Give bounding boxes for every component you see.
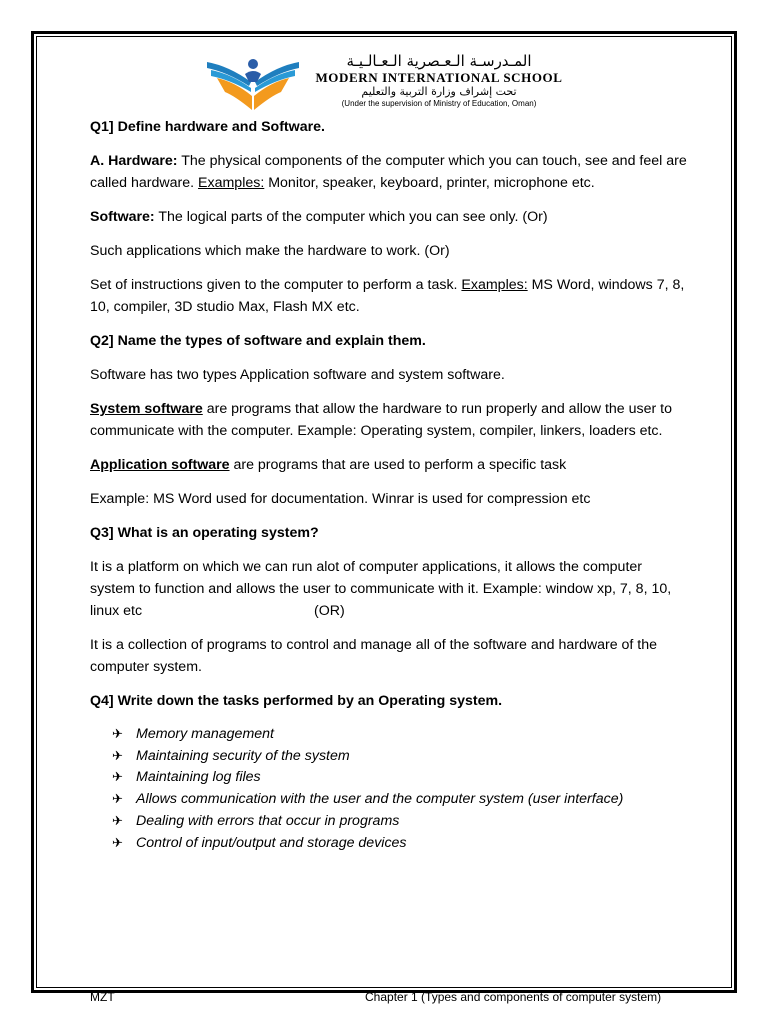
arrow-bullet-icon: ✈ [112, 792, 123, 808]
hardware-label: A. Hardware: [90, 153, 178, 169]
q1-software-definition [90, 206, 690, 228]
q2-application-example: Example: MS Word used for documentation. Winrar is used for compression etc [90, 491, 591, 507]
list-item: ✈ Control of input/output and storage devices [112, 833, 690, 855]
list-item: ✈ Dealing with errors that occur in programs [112, 811, 690, 833]
application-software-text: are programs that are used to perform a specific task [229, 457, 567, 473]
list-item: ✈ Allows communication with the user and the computer system (user interface) [112, 789, 690, 811]
hardware-examples-label: Examples: [198, 175, 265, 191]
software-label: Software: [90, 209, 155, 225]
arrow-bullet-icon: ✈ [112, 748, 123, 764]
system-software-label: System software [90, 401, 203, 417]
q2-application-software [90, 454, 690, 476]
q4-heading: Q4] Write down the tasks performed by an Operating system. [90, 693, 503, 709]
q3-answer2: It is a collection of programs to control and manage all of the software and hardware of the computer system. [90, 637, 658, 675]
q1-software-alt1: Such applications which make the hardware to work. (Or) [90, 243, 450, 259]
or-label: (OR) [314, 603, 345, 619]
arrow-bullet-icon: ✈ [112, 813, 123, 829]
q1-hardware-definition [90, 150, 690, 194]
software-alt2-text: Set of instructions given to the computer to perform a task. [90, 277, 462, 293]
q2-system-software [90, 398, 690, 442]
system-software-text: are programs that allow the hardware to run properly and allow the user to communicate with the computer. Example: Operating system, compiler, linkers, loaders etc. [90, 401, 672, 439]
list-item: ✈ Memory management [112, 724, 690, 746]
os-task-list [112, 724, 690, 854]
arrow-bullet-icon: ✈ [112, 835, 123, 851]
q3-answer1 [90, 556, 690, 622]
software-examples-label: Examples: [461, 277, 528, 293]
arrow-bullet-icon: ✈ [112, 727, 123, 742]
hardware-examples: Monitor, speaker, keyboard, printer, microphone etc. [264, 175, 595, 191]
school-name-english: MODERN INTERNATIONAL SCHOOL [315, 70, 563, 85]
arrow-bullet-icon: ✈ [112, 770, 123, 786]
footer-chapter: Chapter 1 (Types and components of computer system) [365, 990, 662, 1004]
q1-heading: Q1] Define hardware and Software. [90, 119, 325, 135]
school-header [205, 52, 575, 112]
q2-intro: Software has two types Application software and system software. [90, 367, 505, 383]
supervision-english: (Under the supervision of Ministry of Education, Oman) [341, 99, 537, 108]
hardware-text: The physical components of the computer which you can touch, see and feel are called hardware. [90, 153, 687, 191]
document-body [90, 116, 690, 854]
footer-author: MZT [90, 990, 115, 1004]
supervision-arabic: تحت إشراف وزارة التربية والتعليم [361, 85, 517, 98]
q3-answer1-text: It is a platform on which we can run alot of computer applications, it allows the computer system to function and allows the user to communicate with it. Example: window xp, 7, 8, 10, linux etc [90, 559, 672, 619]
book-with-person-logo-icon [205, 52, 301, 110]
list-item: ✈ Maintaining log files [112, 767, 690, 789]
application-software-label: Application software [90, 457, 230, 473]
q1-software-alt2 [90, 274, 690, 318]
software-text: The logical parts of the computer which you can see only. (Or) [154, 209, 548, 225]
list-item: ✈ Maintaining security of the system [112, 746, 690, 768]
q2-heading: Q2] Name the types of software and explain them. [90, 333, 426, 349]
school-name-arabic: المـدرسـة الـعـصرية الـعـالـيـة [346, 52, 532, 70]
school-name-block [309, 52, 569, 109]
q3-heading: Q3] What is an operating system? [90, 525, 319, 541]
software-examples: MS Word, windows 7, 8, 10, compiler, 3D studio Max, Flash MX etc. [90, 277, 685, 315]
